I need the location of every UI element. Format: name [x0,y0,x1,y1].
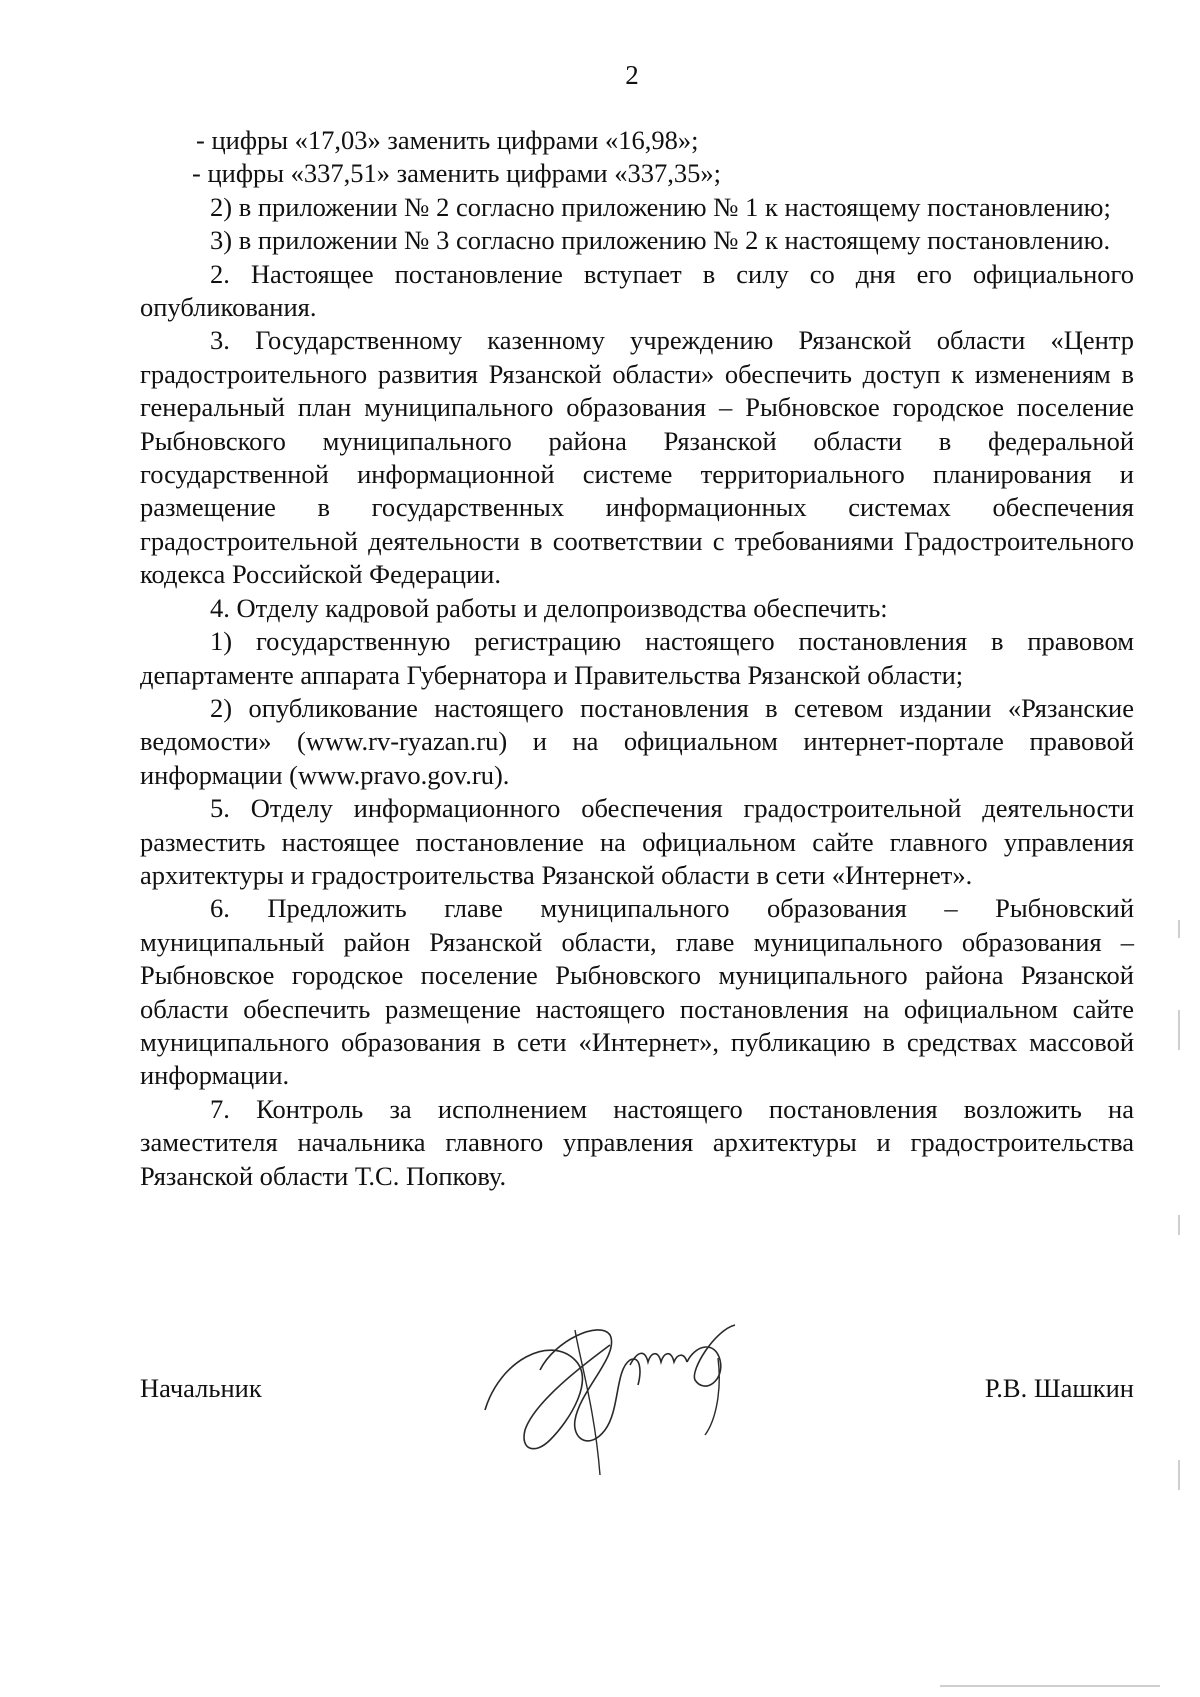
scan-edge-mark [1178,1010,1180,1050]
scan-edge-mark [1178,920,1180,938]
paragraph-10: 5. Отделу информационного обеспечения градостроительной деятельности разместить настоящее постановление на официальном сайте главного управления архитектуры и градостроительства Рязанской области в сети «Интернет». [140,793,1134,890]
paragraph-12: 7. Контроль за исполнением настоящего постановления возложить на заместителя начальника главного управления архитектуры и градостроительства Рязанской области Т.С. Попкову. [140,1093,1134,1191]
scan-edge-mark [1178,1215,1180,1235]
paragraph-6: 3. Государственному казенному учреждению Рязанской области «Центр градостроительного развития Рязанской области» обеспечить доступ к изменениям в генеральный план муниципального образования – Рыбновское городское поселение Рыбновского муниципального района Рязанской области в федеральной государственной информационной системе территориального планирования и размещение в государственных информационных системах обеспечения градостроительной деятельности в соответствии с требованиями Градостроительного кодекса Российской Федерации. [140,325,1134,590]
scan-edge-mark [940,1685,1160,1687]
signatory-name: Р.В. Шашкин [984,1373,1134,1403]
paragraph-8: 1) государственную регистрацию настоящего постановления в правовом департаменте аппарата Губернатора и Правительства Рязанской области; [140,626,1134,690]
signature-block [140,1373,1134,1413]
paragraph-1: - цифры «17,03» заменить цифрами «16,98»; [196,125,699,155]
signatory-title: Начальник [140,1373,262,1403]
page-number: 2 [625,60,639,90]
paragraph-3: 2) в приложении № 2 согласно приложению № 1 к настоящему постановлению; [210,191,1111,222]
paragraph-4: 3) в приложении № 3 согласно приложению № 2 к настоящему постановлению. [210,225,1111,256]
paragraph-7: 4. Отделу кадровой работы и делопроизводства обеспечить: [210,592,888,623]
paragraph-9: 2) опубликование настоящего постановления в сетевом издании «Рязанские ведомости» (www.rv-ryazan.ru) и на официальном интернет-портале правовой информации (www.pravo.gov.ru). [140,692,1134,790]
document-body [140,124,1134,1193]
paragraph-11: 6. Предложить главе муниципального образования – Рыбновский муниципальный район Рязанской области, главе муниципального образования – Рыбновское городское поселение Рыбновского муниципального района Рязанской области обеспечить размещение настоящего постановления на официальном сайте муниципального образования в сети «Интернет», публикацию в средствах массовой информации. [140,893,1134,1091]
paragraph-2: - цифры «337,51» заменить цифрами «337,35»; [192,158,721,189]
scan-edge-mark [1178,1460,1180,1490]
paragraph-5: 2. Настоящее постановление вступает в силу со дня его официального опубликования. [140,258,1134,323]
